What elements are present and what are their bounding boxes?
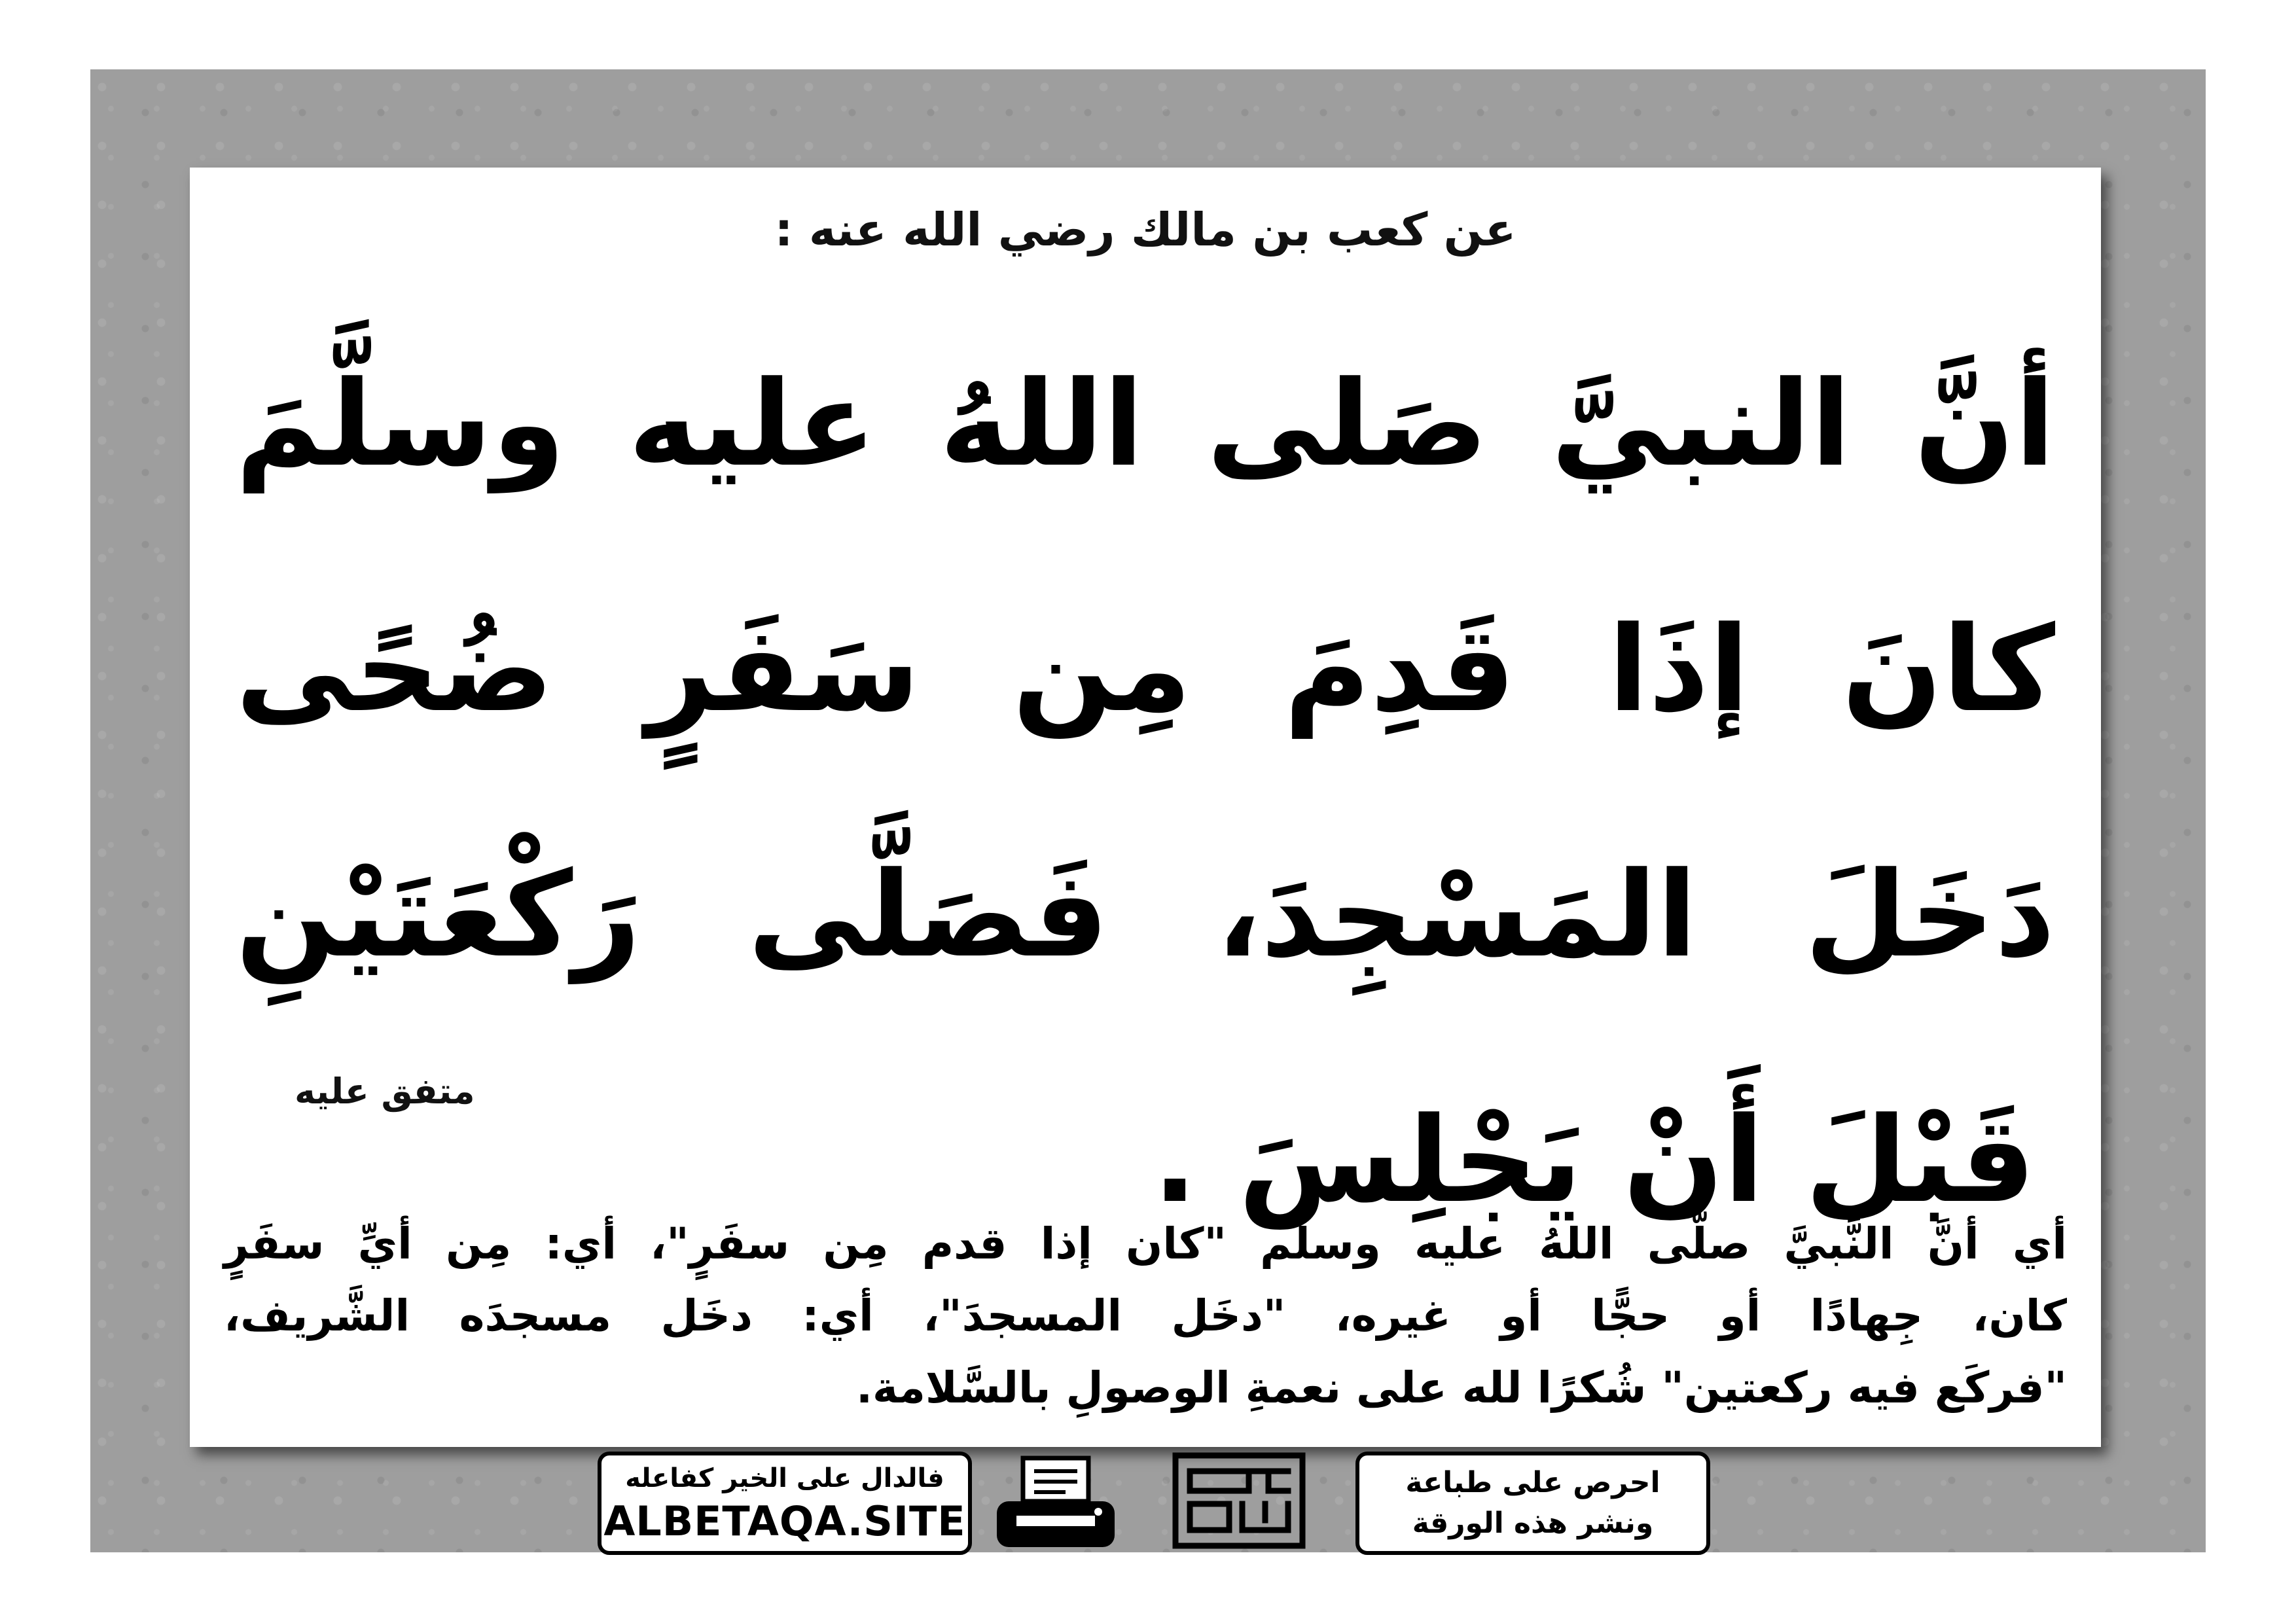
site-url[interactable]: ALBETAQA.SITE xyxy=(603,1497,966,1545)
hadith-line-4: قَبْلَ أَنْ يَجْلِسَ . xyxy=(1153,1092,2036,1229)
narrator-line: عن كعب بن مالك رضي الله عنه : xyxy=(774,203,1516,257)
footer-bar xyxy=(598,1452,1710,1552)
printer-icon xyxy=(987,1455,1124,1554)
site-slogan: فالدال على الخير كفاعله xyxy=(625,1463,944,1493)
hadith-card xyxy=(190,168,2101,1447)
explanation-line-1: أي أنَّ النَّبيَّ صلَّى اللهُ عليه وسلَّم "كان إذا قدم مِن سفَرٍ"، أي: مِن أيِّ سفَرٍ xyxy=(224,1219,2067,1269)
explanation-text xyxy=(224,1208,2067,1424)
hadith-line-2: كانَ إذَا قَدِمَ مِن سَفَرٍ ضُحًى xyxy=(236,601,2055,738)
print-reminder-line-2: ونشر هذه الورقة xyxy=(1412,1507,1654,1540)
hadith-source: متفق عليه xyxy=(295,1071,475,1112)
dawat-alwaraqa-logo-icon xyxy=(1170,1452,1308,1550)
hadith-line-3: دَخَلَ المَسْجِدَ، فَصَلَّى رَكْعَتَيْنِ xyxy=(236,847,2055,984)
hadith-line-1: أنَّ النبيَّ صَلى اللهُ عليه وسلَّمَ xyxy=(236,356,2055,493)
site-box xyxy=(598,1452,972,1555)
explanation-line-2: كان، جِهادًا أو حجًّا أو غيره، "دخَل المسجدَ"، أي: دخَل مسجدَه الشَّريف، xyxy=(224,1291,2067,1341)
print-reminder-line-1: احرص على طباعة xyxy=(1405,1466,1660,1499)
hadith-text xyxy=(236,302,2055,1283)
print-reminder-box xyxy=(1355,1452,1710,1555)
explanation-line-3: "فركَع فيه ركعتين" شُكرًا لله على نعمةِ الوصولِ بالسَّلامة. xyxy=(855,1363,2067,1413)
